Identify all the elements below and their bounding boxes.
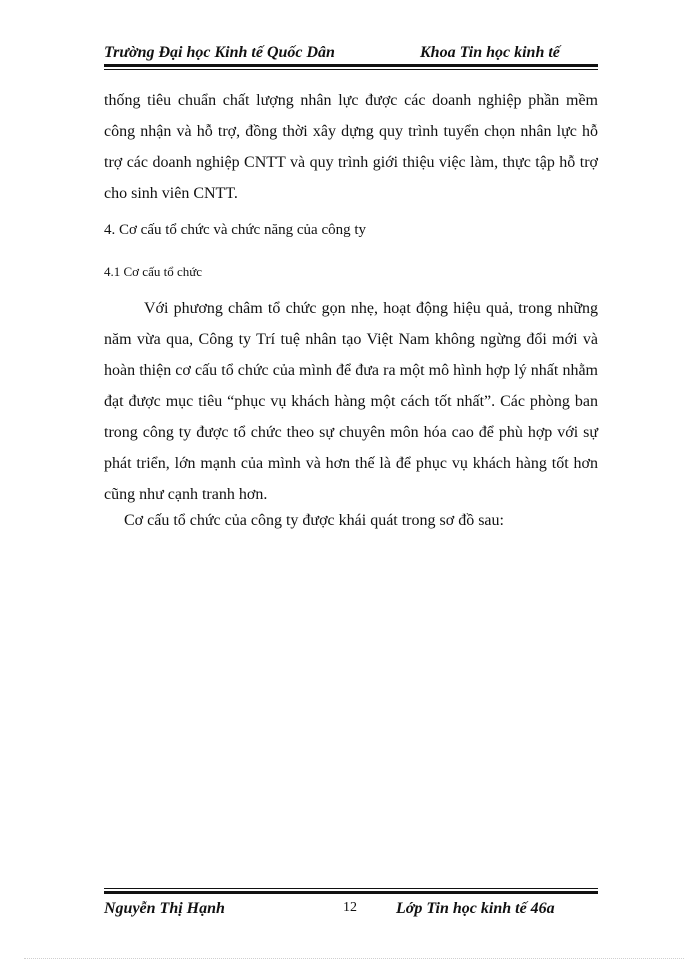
page-footer — [104, 900, 598, 920]
header-faculty: Khoa Tin học kinh tế — [420, 44, 560, 61]
footer-author: Nguyễn Thị Hạnh — [104, 900, 225, 917]
footer-rule-thick — [104, 891, 598, 894]
continuation-block — [104, 85, 598, 209]
body-paragraph: Với phương châm tổ chức gọn nhẹ, hoạt động hiệu quả, trong những năm vừa qua, Công ty Trí tuệ nhân tạo Việt Nam không ngừng đổi mới và hoàn thiện cơ cấu tổ chức của mình để đưa ra một mô hình hợp lý nhất nhằm đạt được mục tiêu “phục vụ khách hàng một cách tốt nhất”. Các phòng ban trong công ty được tổ chức theo sự chuyên môn hóa cao để phù hợp với sự phát triển, lớn mạnh của mình và hơn thế là để phục vụ khách hàng tốt hơn cũng như cạnh tranh hơn. — [104, 300, 598, 503]
page-bottom-border — [24, 958, 684, 959]
page-header — [104, 44, 598, 64]
continuation-paragraph: thống tiêu chuẩn chất lượng nhân lực được các doanh nghiệp phần mềm công nhận và hỗ trợ, đồng thời xây dựng quy trình tuyển chọn nhân lực hỗ trợ các doanh nghiệp CNTT và quy trình giới thiệu việc làm, thực tập hỗ trợ cho sinh viên CNTT. — [104, 92, 598, 202]
diagram-intro: Cơ cấu tổ chức của công ty được khái quát trong sơ đồ sau: — [124, 512, 504, 529]
header-university: Trường Đại học Kinh tế Quốc Dân — [104, 44, 335, 61]
footer-class: Lớp Tin học kinh tế 46a — [396, 900, 555, 917]
header-rule-thin — [104, 69, 598, 70]
page-number: 12 — [343, 900, 357, 915]
header-rule-thick — [104, 64, 598, 67]
section-title: 4. Cơ cấu tổ chức và chức năng của công ty — [104, 222, 367, 238]
footer-rule-thin — [104, 888, 598, 889]
subsection-title: 4.1 Cơ cấu tổ chức — [104, 264, 203, 279]
